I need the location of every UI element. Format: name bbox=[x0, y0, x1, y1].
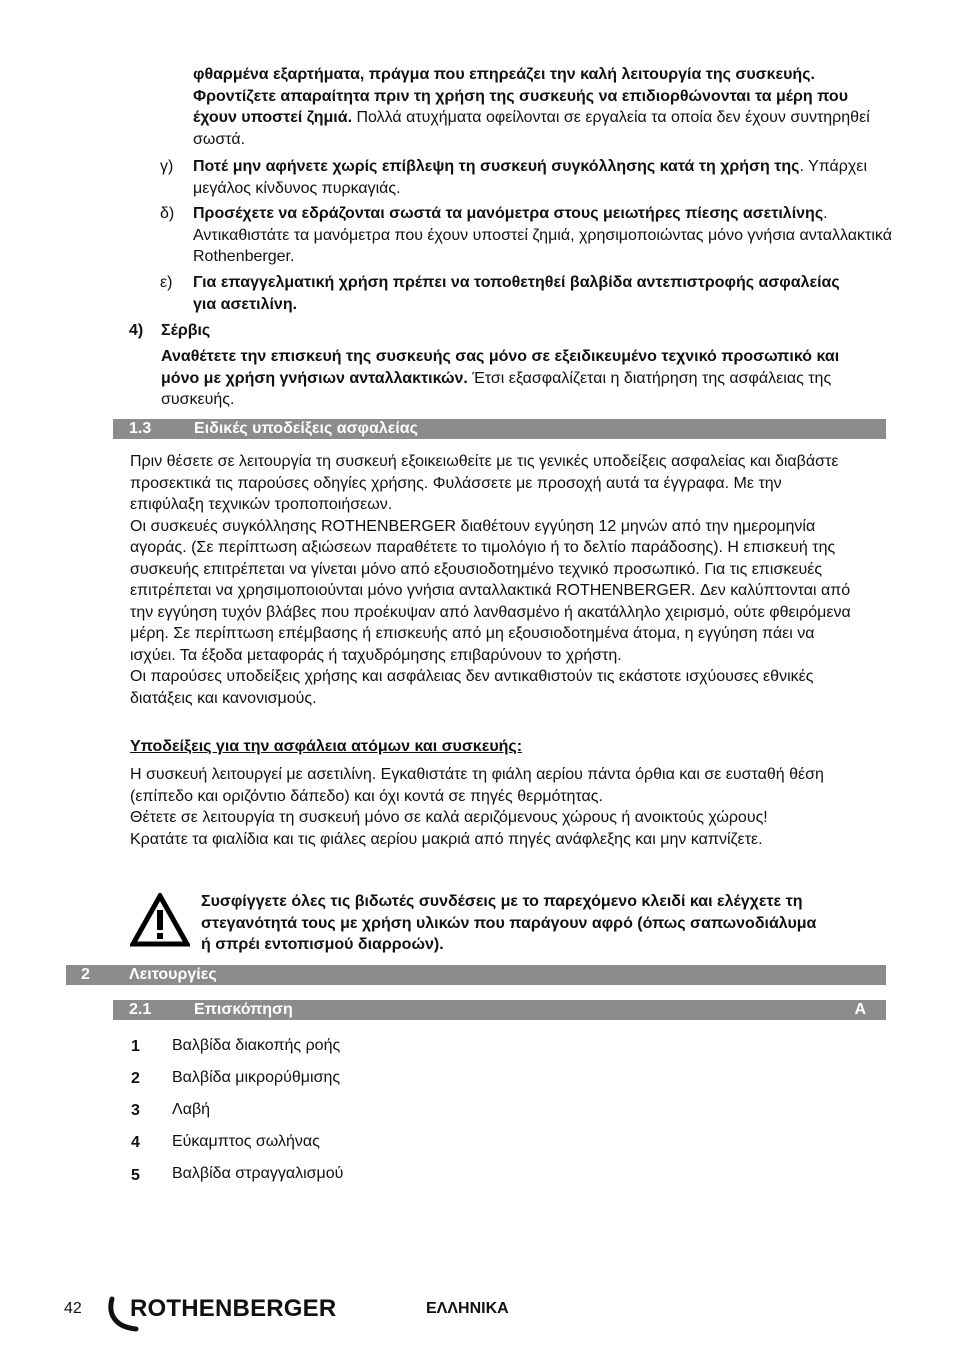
item-label: δ) bbox=[160, 205, 175, 222]
service-title: Σέρβις bbox=[161, 322, 211, 339]
safety-body bbox=[130, 764, 855, 850]
item-g-bold: Ποτέ μην αφήνετε χωρίς επίβλεψη τη συσκευή συγκόλλησης κατά τη χρήση της bbox=[193, 158, 800, 175]
safety-heading: Υποδείξεις για την ασφάλεια ατόμων και συσκευής: bbox=[130, 738, 523, 755]
paragraph: Κρατάτε τα φιαλίδια και τις φιάλες αερίου μακριά από πηγές ανάφλεξης και μην καπνίζετε. bbox=[130, 830, 763, 848]
item-d-bold: Προσέχετε να εδράζονται σωστά τα μανόμετρα στους μειωτήρες πίεσης ασετιλίνης bbox=[193, 205, 824, 222]
item-b-bold: φθαρμένα εξαρτήματα, πράγμα που επηρεάζει την καλή λειτουργία της συσκευής. Φροντίζετε απαραίτητα πριν τη χρήση της συσκευής να επιδιορθώνονται τα μέρη που έχουν υποστεί ζημιά. bbox=[193, 66, 849, 126]
service-bold: Αναθέτετε την επισκευή της συσκευής σας μόνο σε εξειδικευμένο τεχνικό προσωπικό και μόνο με χρήση γνήσιων ανταλλακτικών. bbox=[161, 348, 840, 387]
warning-triangle-icon bbox=[130, 893, 190, 947]
part-number: 4 bbox=[131, 1134, 140, 1151]
section-1-3-body bbox=[130, 451, 855, 709]
section-bar-2 bbox=[66, 965, 886, 985]
brand-name: ROTHENBERGER bbox=[130, 1295, 337, 1322]
section-bar-2-1 bbox=[113, 1000, 886, 1020]
part-name: Βαλβίδα διακοπής ροής bbox=[172, 1037, 341, 1054]
paragraph: Πριν θέσετε σε λειτουργία τη συσκευή εξοικειωθείτε με τις γενικές υποδείξεις ασφαλείας και διαβάστε προσεκτικά τις παρούσες οδηγίες χρήσης. Φυλάσσετε με προσοχή αυτά τα έγγραφα. Με την επιφύλαξη τεχνικών τροποποιήσεων. bbox=[130, 453, 839, 513]
part-number: 2 bbox=[131, 1070, 140, 1087]
paragraph: Θέτετε σε λειτουργία τη συσκευή μόνο σε καλά αεριζόμενους χώρους ή ανοικτούς χώρους! bbox=[130, 809, 768, 826]
page-number: 42 bbox=[64, 1300, 82, 1317]
footer-language: ΕΛΛΗΝΙΚΑ bbox=[426, 1300, 509, 1317]
part-name: Βαλβίδα μικρορύθμισης bbox=[172, 1069, 341, 1086]
part-number: 1 bbox=[131, 1038, 140, 1055]
part-name: Λαβή bbox=[172, 1101, 211, 1118]
item-e-bold: Για επαγγελματική χρήση πρέπει να τοποθετηθεί βαλβίδα αντεπιστροφής ασφαλείας για ασετιλίνη. bbox=[193, 274, 840, 313]
part-number: 3 bbox=[131, 1102, 140, 1119]
service-number: 4) bbox=[129, 322, 144, 339]
item-b-continuation bbox=[193, 64, 893, 150]
item-b-normal: Πολλά ατυχήματα οφείλονται σε εργαλεία τα οποία δεν έχουν συντηρηθεί σωστά. bbox=[193, 109, 870, 148]
item-e-text bbox=[193, 272, 853, 315]
section-title: Επισκόπηση bbox=[194, 1001, 293, 1018]
paragraph: Η συσκευή λειτουργεί με ασετιλίνη. Εγκαθιστάτε τη φιάλη αερίου πάντα όρθια και σε ευσταθή θέση (επίπεδο και οριζόντιο δάπεδο) και όχι κοντά σε πηγές θερμότητας. bbox=[130, 766, 824, 805]
section-title: Λειτουργίες bbox=[129, 966, 217, 983]
item-g-normal: . Υπάρχει μεγάλος κίνδυνος πυρκαγιάς. bbox=[193, 158, 867, 197]
section-number: 2 bbox=[81, 966, 90, 983]
item-d-text bbox=[193, 203, 893, 268]
section-number: 1.3 bbox=[129, 420, 152, 437]
paragraph: Οι συσκευές συγκόλλησης ROTHENBERGER διαθέτουν εγγύηση 12 μηνών από την ημερομηνία αγοράς. (Σε περίπτωση αξιώσεων παραθέτετε το τιμολόγιο ή το δελτίο παράδοσης). Η επισκευή της συσκευής επιτρέπεται να γίνεται μόνο από εξουσιοδοτημένο τεχνικό προσωπικό. Για τις επισκευές επιτρέπεται να χρησιμοποιούνται μόνο γνήσια ανταλλακτικά ROTHENBERGER. Δεν καλύπτονται από την εγγύηση τυχόν βλάβες που προέκυψαν από λανθασμένο ή ακατάλληλο χειρισμό, ούτε φθειρόμενα μέρη. Σε περίπτωση επέμβασης ή επισκευής από μη εξουσιοδοτημένα άτομα, η εγγύηση πάει να ισχύει. Τα έξοδα μεταφοράς ή ταχυδρόμησης επιβαρύνουν το χρήστη. bbox=[130, 517, 851, 664]
service-text bbox=[161, 346, 841, 411]
item-g-text bbox=[193, 156, 893, 199]
service-normal: Έτσι εξασφαλίζεται η διατήρηση της ασφάλειας της συσκευής. bbox=[161, 369, 832, 408]
section-title: Ειδικές υποδείξεις ασφαλείας bbox=[194, 420, 418, 437]
part-name: Εύκαμπτος σωλήνας bbox=[172, 1133, 320, 1150]
item-label: ε) bbox=[160, 274, 173, 291]
section-bar-1-3 bbox=[113, 419, 886, 439]
item-d-normal: . Αντικαθιστάτε τα μανόμετρα που έχουν υποστεί ζημιά, χρησιμοποιώντας μόνο γνήσια ανταλλακτικά Rothenberger. bbox=[193, 205, 892, 265]
part-name: Βαλβίδα στραγγαλισμού bbox=[172, 1165, 344, 1182]
paragraph: Οι παρούσες υποδείξεις χρήσης και ασφάλειας δεν αντικαθιστούν τις εκάστοτε ισχύουσες εθνικές διατάξεις και κανονισμούς. bbox=[130, 668, 814, 707]
warning-text: Συσφίγγετε όλες τις βιδωτές συνδέσεις με το παρεχόμενο κλειδί και ελέγχετε τη στεγανότητά τους με χρήση υλικών που παράγουν αφρό (όπως σαπωνοδιάλυμα ή σπρέι εντοπισμού διαρροών). bbox=[201, 893, 817, 953]
part-number: 5 bbox=[131, 1167, 140, 1184]
section-number: 2.1 bbox=[129, 1001, 152, 1018]
brand-logo bbox=[106, 1293, 346, 1333]
item-label: γ) bbox=[160, 158, 174, 175]
figure-reference: A bbox=[854, 1001, 866, 1018]
